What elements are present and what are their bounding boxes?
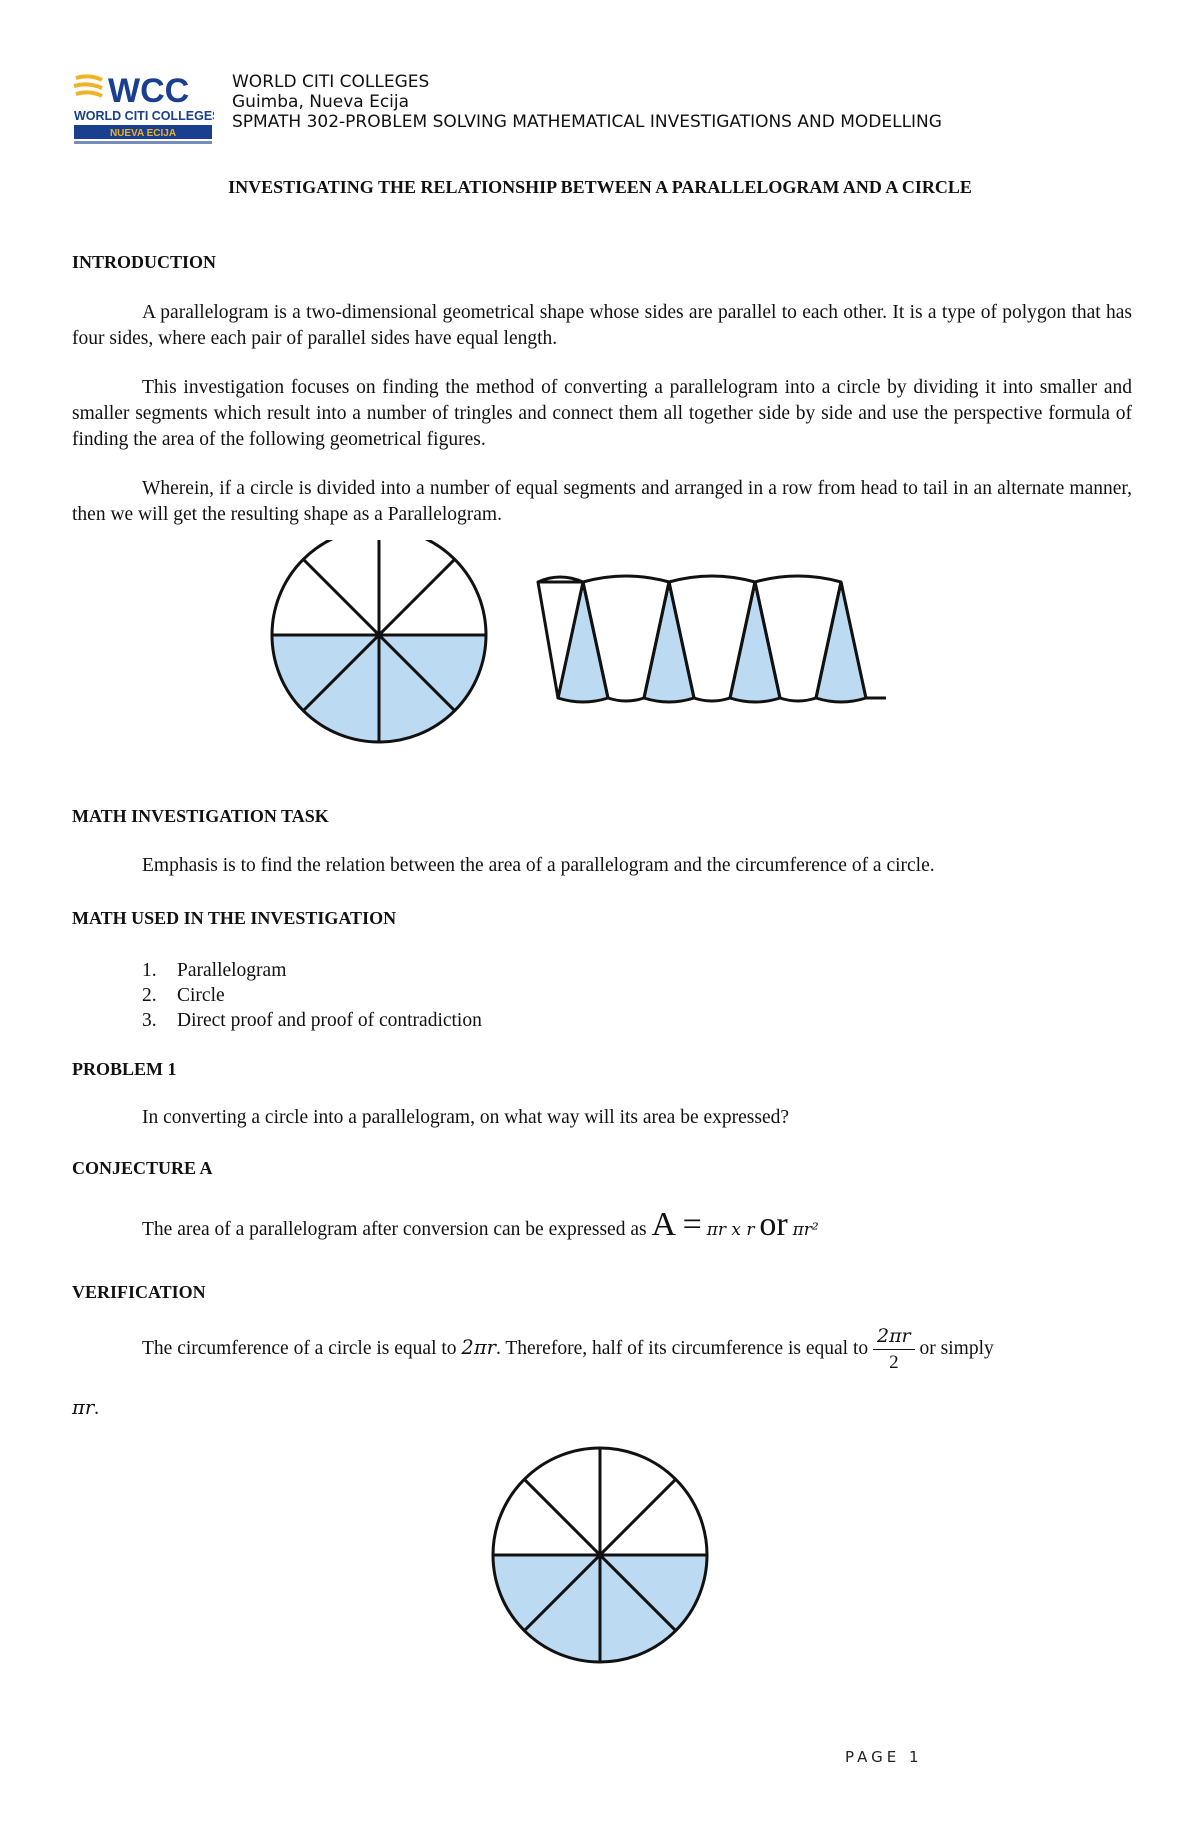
math-used-list (142, 958, 482, 1033)
intro-paragraph-2: This investigation focuses on finding the method of converting a parallelogram into a circle by dividing it into smaller and smaller segments which result into a number of tringles and connect them all together side by side and use the perspective formula of finding the area of the following geometrical figures. (72, 377, 1132, 450)
page-number: PAGE 1 (845, 1748, 923, 1766)
logo-graphic (72, 70, 214, 150)
conjecture-statement: The area of a parallelogram after conversion can be expressed as A = πr x r or πr² (142, 1206, 819, 1243)
problem-heading: PROBLEM 1 (72, 1059, 177, 1079)
verification-line-1: The circumference of a circle is equal to 2πr. Therefore, half of its circumference is equal to $\frac{2\pi r}{2}$ or simply (142, 1325, 994, 1373)
divided-circle-diagram (272, 540, 486, 742)
simplified-formula: πr (72, 1396, 95, 1419)
task-text: Emphasis is to find the relation between the area of a parallelogram and the circumference of a circle. (142, 855, 935, 876)
formula-1: πr x r (706, 1220, 755, 1240)
college-logo (72, 70, 214, 150)
formula-area-symbol: A = (651, 1206, 702, 1243)
intro-paragraph-3: Wherein, if a circle is divided into a number of equal segments and arranged in a row from head to tail in an alternate manner, then we will get the resulting shape as a Parallelogram. (72, 478, 1132, 525)
logo-band-text: NUEVA ECIJA (109, 128, 177, 139)
circumference-formula: 2πr (461, 1335, 496, 1359)
list-item: 3. Direct proof and proof of contradiction (142, 1010, 482, 1031)
divided-circle-figure-2 (485, 1440, 715, 1670)
half-circumference-fraction: $\frac{2\pi r}{2}$ (873, 1325, 915, 1374)
college-location: Guimba, Nueva Ecija (232, 92, 410, 112)
conjecture-heading: CONJECTURE A (72, 1158, 213, 1178)
intro-paragraph-1: A parallelogram is a two-dimensional geometrical shape whose sides are parallel to each other. It is a type of polygon that has four sides, where each pair of parallel sides have equal length. (72, 302, 1132, 349)
page-title: INVESTIGATING THE RELATIONSHIP BETWEEN A PARALLELOGRAM AND A CIRCLE (228, 177, 972, 197)
list-item: 1. Parallelogram (142, 960, 287, 981)
college-name: WORLD CITI COLLEGES (232, 72, 430, 92)
math-used-heading: MATH USED IN THE INVESTIGATION (72, 908, 397, 928)
verification-heading: VERIFICATION (72, 1282, 206, 1302)
formula-2: πr² (792, 1220, 819, 1240)
introduction-heading: INTRODUCTION (72, 252, 217, 272)
verification-line-2: πr. (72, 1396, 100, 1419)
list-item: 2. Circle (142, 985, 225, 1006)
task-heading: MATH INVESTIGATION TASK (72, 806, 329, 826)
logo-subtitle: WORLD CITI COLLEGES (74, 109, 214, 123)
problem-text: In converting a circle into a parallelogram, on what way will its area be expressed? (142, 1107, 790, 1128)
parallelogram-arrangement-diagram (538, 576, 890, 702)
circle-to-parallelogram-figure (260, 540, 950, 765)
logo-text: WCC (108, 72, 190, 110)
course-title: SPMATH 302-PROBLEM SOLVING MATHEMATICAL INVESTIGATIONS AND MODELLING (232, 112, 942, 132)
formula-or: or (759, 1206, 788, 1243)
